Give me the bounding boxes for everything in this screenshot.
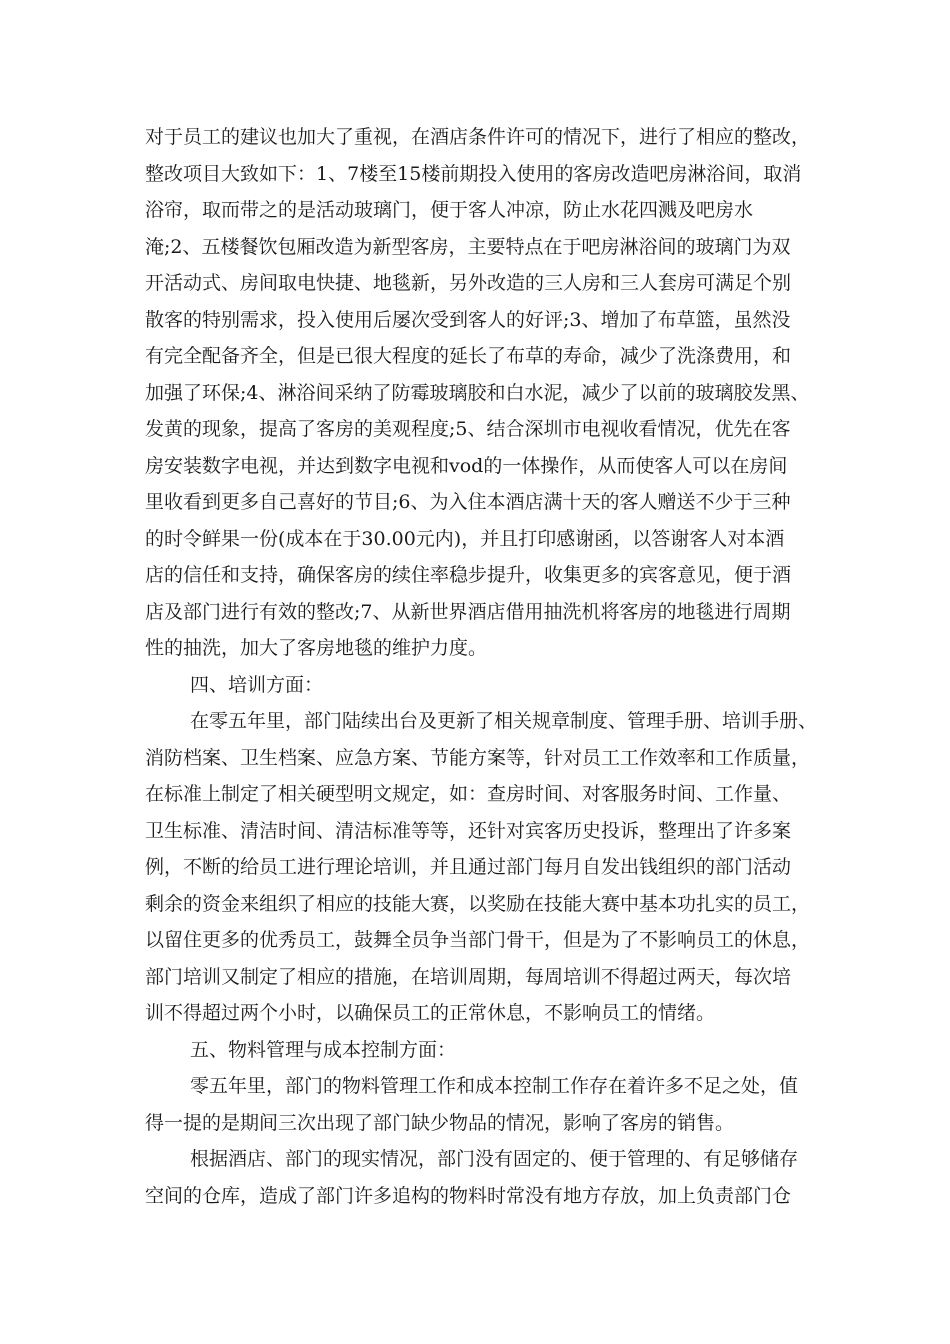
text-line: 在零五年里，部门陆续出台及更新了相关规章制度、管理手册、培训手册、 xyxy=(190,710,818,732)
text-line: 散客的特别需求，投入使用后屡次受到客人的好评;3、增加了布草篮，虽然没 xyxy=(145,309,791,331)
text-line: 以留住更多的优秀员工，鼓舞全员争当部门骨干，但是为了不影响员工的休息， xyxy=(145,929,811,951)
text-line: 空间的仓库，造成了部门许多追构的物料时常没有地方存放，加上负责部门仓 xyxy=(145,1185,792,1207)
text-line: 的时令鲜果一份(成本在于30.00元内)，并且打印感谢函，以答谢客人对本酒 xyxy=(145,528,785,550)
text-line: 店的信任和支持，确保客房的续住率稳步提升，收集更多的宾客意见，便于酒 xyxy=(145,564,792,586)
text-line: 开活动式、房间取电快捷、地毯新，另外改造的三人房和三人套房可满足个别 xyxy=(145,272,792,294)
text-line: 消防档案、卫生档案、应急方案、节能方案等，针对员工工作效率和工作质量， xyxy=(145,747,811,769)
text-line: 零五年里，部门的物料管理工作和成本控制工作存在着许多不足之处，值 xyxy=(190,1075,799,1097)
text-line: 淹;2、五楼餐饮包厢改造为新型客房，主要特点在于吧房淋浴间的玻璃门为双 xyxy=(145,236,791,258)
text-line: 加强了环保;4、淋浴间采纳了防霉玻璃胶和白水泥，减少了以前的玻璃胶发黑、 xyxy=(145,382,810,404)
text-line: 性的抽洗，加大了客房地毯的维护力度。 xyxy=(145,637,488,659)
text-line: 整改项目大致如下：1、7楼至15楼前期投入使用的客房改造吧房淋浴间，取消 xyxy=(145,163,802,185)
text-line: 卫生标准、清洁时间、清洁标准等等，还针对宾客历史投诉，整理出了许多案 xyxy=(145,820,792,842)
text-line: 得一提的是期间三次出现了部门缺少物品的情况，影响了客房的销售。 xyxy=(145,1112,735,1134)
text-line: 根据酒店、部门的现实情况，部门没有固定的、便于管理的、有足够储存 xyxy=(190,1148,799,1170)
text-line: 在标准上制定了相关硬型明文规定，如：查房时间、对客服务时间、工作量、 xyxy=(145,783,792,805)
text-line: 房安装数字电视，并达到数字电视和vod的一体操作，从而使客人可以在房间 xyxy=(145,455,788,477)
text-line: 里收看到更多自己喜好的节目;6、为入住本酒店满十天的客人赠送不少于三种 xyxy=(145,491,791,513)
text-line: 训不得超过两个小时，以确保员工的正常休息，不影响员工的情绪。 xyxy=(145,1002,716,1024)
text-line: 有完全配备齐全，但是已很大程度的延长了布草的寿命，减少了洗涤费用，和 xyxy=(145,345,792,367)
text-line: 对于员工的建议也加大了重视，在酒店条件许可的情况下，进行了相应的整改， xyxy=(145,126,811,148)
section-heading: 五、物料管理与成本控制方面： xyxy=(190,1039,457,1061)
text-line: 剩余的资金来组织了相应的技能大赛，以奖励在技能大赛中基本功扎实的员工， xyxy=(145,893,811,915)
section-heading: 四、培训方面： xyxy=(190,674,324,696)
text-line: 发黄的现象，提高了客房的美观程度;5、结合深圳市电视收看情况，优先在客 xyxy=(145,418,791,440)
text-line: 例，不断的给员工进行理论培训，并且通过部门每月自发出钱组织的部门活动 xyxy=(145,856,792,878)
text-line: 浴帘，取而带之的是活动玻璃门，便于客人冲凉，防止水花四溅及吧房水 xyxy=(145,199,754,221)
text-line: 部门培训又制定了相应的措施，在培训周期，每周培训不得超过两天，每次培 xyxy=(145,966,792,988)
text-line: 店及部门进行有效的整改;7、从新世界酒店借用抽洗机将客房的地毯进行周期 xyxy=(145,601,791,623)
